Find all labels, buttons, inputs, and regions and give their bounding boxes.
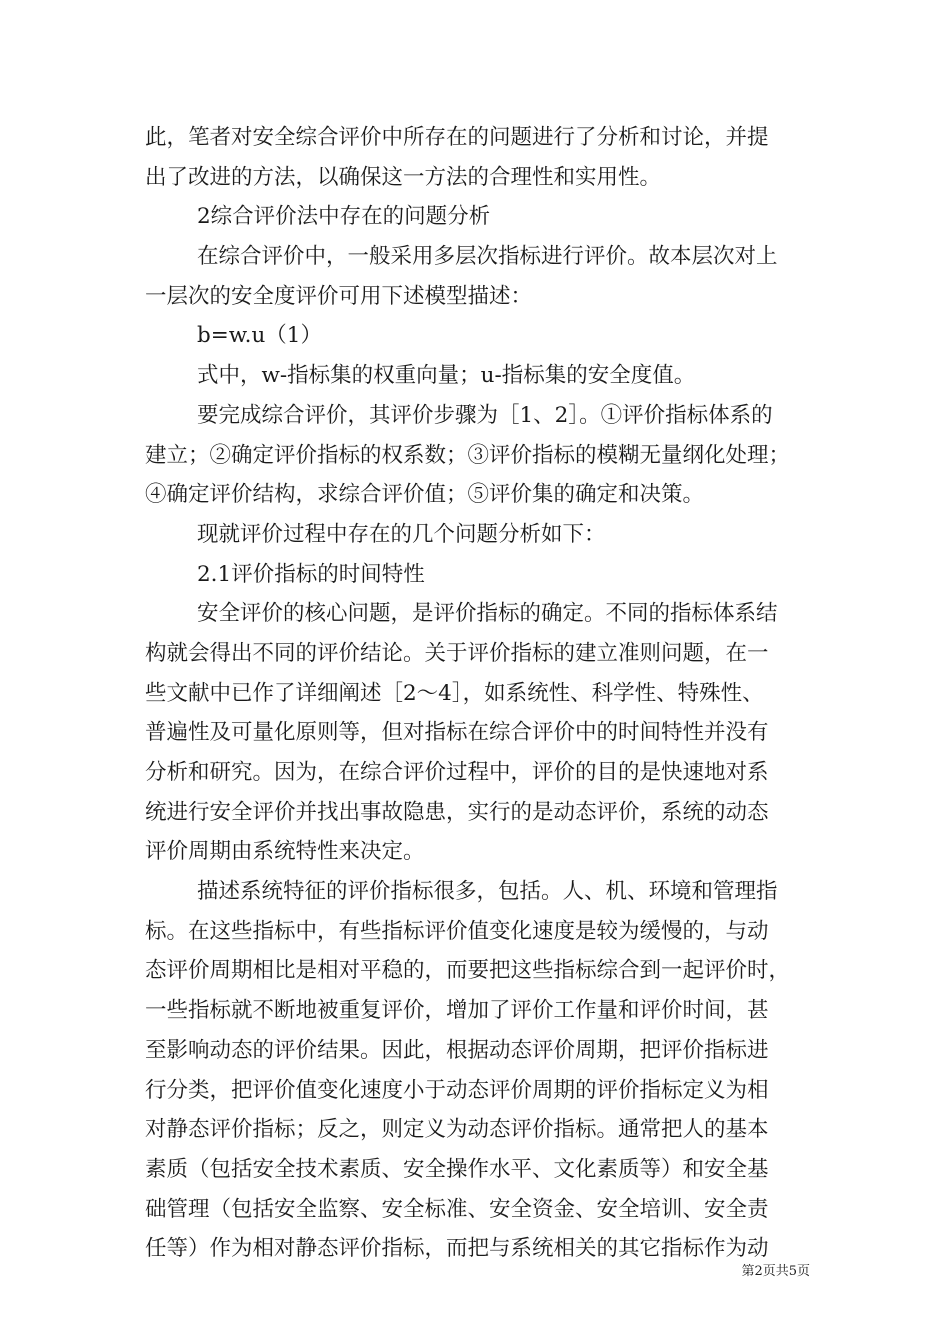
text-line: ④确定评价结构，求综合评价值；⑤评价集的确定和决策。 [145, 482, 705, 508]
text-line: 统进行安全评价并找出事故隐患，实行的是动态评价，系统的动态 [145, 799, 769, 825]
text-line: 评价周期由系统特性来决定。 [145, 839, 425, 865]
text-line: 安全评价的核心问题，是评价指标的确定。不同的指标体系结 [197, 601, 778, 627]
text-line: 此，笔者对安全综合评价中所存在的问题进行了分析和讨论，并提 [145, 125, 769, 150]
text-line: 任等）作为相对静态评价指标，而把与系统相关的其它指标作为动 [145, 1236, 769, 1262]
text-line: 一层次的安全度评价可用下述模型描述： [145, 283, 533, 309]
text-line: 一些指标就不断地被重复评价，增加了评价工作量和评价时间，甚 [145, 998, 769, 1024]
text-line: 构就会得出不同的评价结论。关于评价指标的建立准则问题，在一 [145, 640, 769, 666]
text-line: 2综合评价法中存在的问题分析 [197, 204, 491, 230]
text-line: b=w.u（1） [197, 323, 322, 349]
text-line: 对静态评价指标；反之，则定义为动态评价指标。通常把人的基本 [145, 1117, 769, 1143]
text-line: 础管理（包括安全监察、安全标准、安全资金、安全培训、安全责 [145, 1196, 769, 1222]
text-line: 式中，w-指标集的权重向量；u-指标集的安全度值。 [197, 363, 696, 389]
text-line: 态评价周期相比是相对平稳的，而要把这些指标综合到一起评价时， [145, 958, 791, 984]
text-line: 出了改进的方法，以确保这一方法的合理性和实用性。 [145, 164, 662, 190]
text-line: 现就评价过程中存在的几个问题分析如下： [197, 521, 606, 547]
text-line: 标。在这些指标中，有些指标评价值变化速度是较为缓慢的，与动 [145, 918, 769, 944]
text-line: 2.1评价指标的时间特性 [197, 561, 425, 587]
text-line: 建立；②确定评价指标的权系数；③评价指标的模糊无量纲化处理； [145, 442, 791, 468]
body-text [145, 118, 810, 1269]
text-line: 分析和研究。因为，在综合评价过程中，评价的目的是快速地对系 [145, 760, 769, 785]
text-line: 行分类，把评价值变化速度小于动态评价周期的评价指标定义为相 [145, 1077, 769, 1103]
text-line: 描述系统特征的评价指标很多，包括。人、机、环境和管理指 [197, 879, 778, 905]
text-line: 素质（包括安全技术素质、安全操作水平、文化素质等）和安全基 [145, 1156, 769, 1182]
text-line: 普遍性及可量化原则等，但对指标在综合评价中的时间特性并没有 [145, 720, 769, 746]
page-number: 第2页共5页 [741, 1264, 810, 1279]
text-line: 至影响动态的评价结果。因此，根据动态评价周期，把评价指标进 [145, 1037, 769, 1063]
text-line: 要完成综合评价，其评价步骤为［1、2］。①评价指标体系的 [197, 402, 773, 428]
text-line: 在综合评价中，一般采用多层次指标进行评价。故本层次对上 [197, 244, 778, 270]
text-line: 些文献中已作了详细阐述［2～4］，如系统性、科学性、特殊性、 [145, 680, 764, 706]
